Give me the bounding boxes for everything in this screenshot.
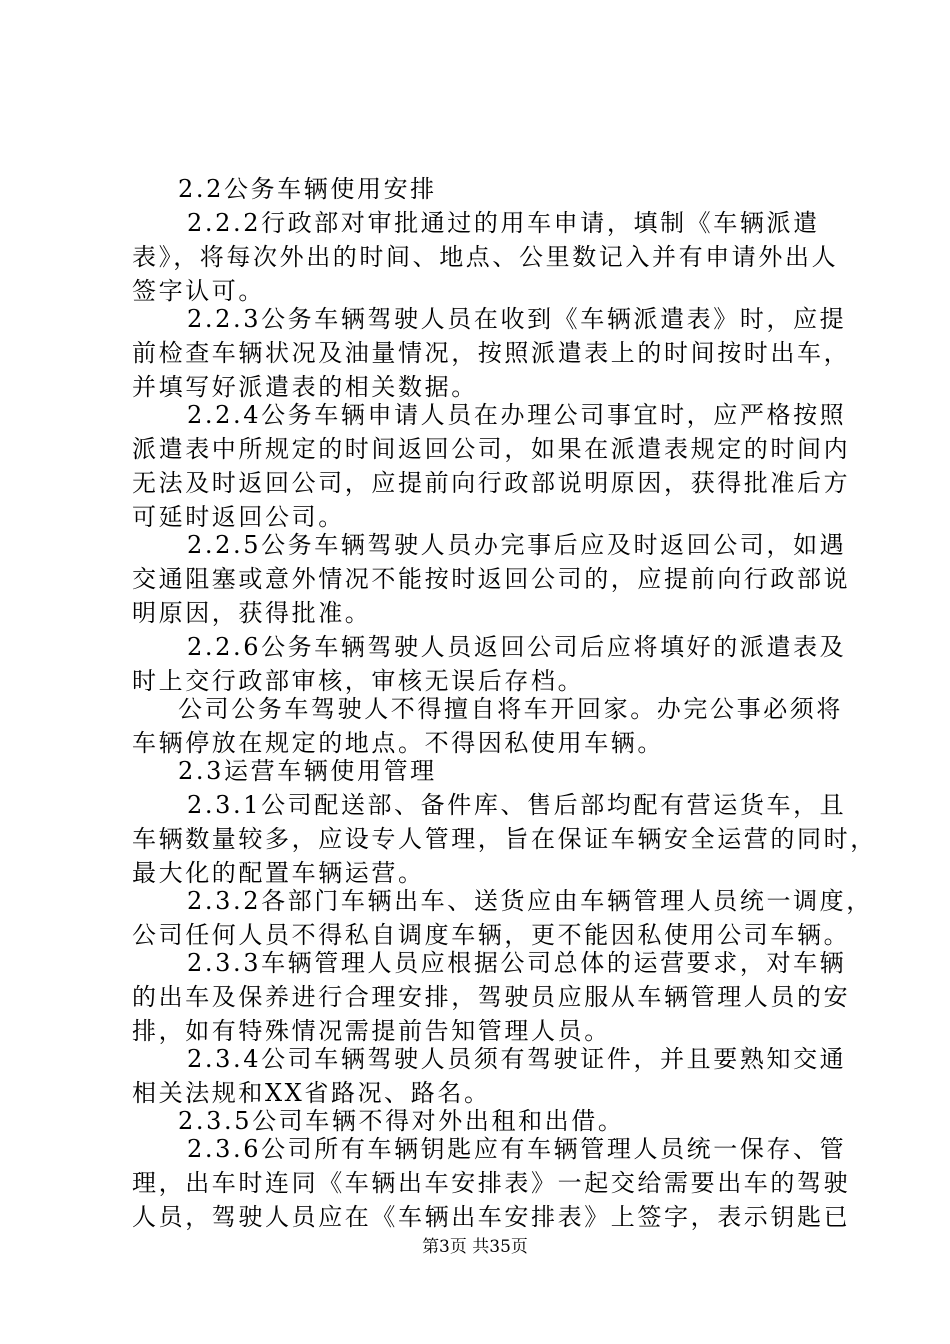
text-line: 明原因，获得批准。	[132, 599, 372, 627]
text-line: 2.3.3车辆管理人员应根据公司总体的运营要求，对车辆	[187, 949, 847, 977]
text-line: 最大化的配置车辆运营。	[132, 859, 425, 887]
text-line: 理，出车时连同《车辆出车安排表》一起交给需要出车的驾驶	[132, 1169, 851, 1197]
text-line: 交通阻塞或意外情况不能按时返回公司的，应提前向行政部说	[132, 565, 851, 593]
text-line: 可延时返回公司。	[132, 503, 345, 531]
text-line: 车辆停放在规定的地点。不得因私使用车辆。	[132, 729, 664, 757]
text-line: 2.2.2行政部对审批通过的用车申请，填制《车辆派遣	[187, 209, 820, 237]
text-line: 签字认可。	[132, 277, 265, 305]
text-line: 前检查车辆状况及油量情况，按照派遣表上的时间按时出车，	[132, 339, 851, 367]
text-line: 2.3运营车辆使用管理	[178, 757, 437, 785]
text-line: 2.3.6公司所有车辆钥匙应有车辆管理人员统一保存、管	[187, 1135, 847, 1163]
text-line: 2.2.5公务车辆驾驶人员办完事后应及时返回公司，如遇	[187, 531, 847, 559]
text-line: 2.3.4公司车辆驾驶人员须有驾驶证件，并且要熟知交通	[187, 1045, 847, 1073]
page-footer: 第3页 共35页	[422, 1237, 528, 1257]
text-line: 派遣表中所规定的时间返回公司，如果在派遣表规定的时间内	[132, 435, 851, 463]
text-line: 公司公务车驾驶人不得擅自将车开回家。办完公事必须将	[178, 695, 843, 723]
text-line: 车辆数量较多，应设专人管理，旨在保证车辆安全运营的同时，	[132, 825, 877, 853]
text-line: 相关法规和XX省路况、路名。	[132, 1079, 491, 1107]
text-line: 2.2.4公务车辆申请人员在办理公司事宜时，应严格按照	[187, 401, 847, 429]
text-line: 2.2.3公务车辆驾驶人员在收到《车辆派遣表》时，应提	[187, 305, 847, 333]
text-line: 2.3.1公司配送部、备件库、售后部均配有营运货车，且	[187, 791, 847, 819]
text-line: 2.2公务车辆使用安排	[178, 175, 437, 203]
text-line: 人员，驾驶人员应在《车辆出车安排表》上签字，表示钥匙已	[132, 1203, 851, 1231]
text-line: 2.3.5公司车辆不得对外出租和出借。	[178, 1107, 625, 1135]
text-line: 2.2.6公务车辆驾驶人员返回公司后应将填好的派遣表及	[187, 633, 847, 661]
text-line: 时上交行政部审核，审核无误后存档。	[132, 667, 585, 695]
text-line: 2.3.2各部门车辆出车、送货应由车辆管理人员统一调度，	[187, 887, 873, 915]
text-line: 公司任何人员不得私自调度车辆，更不能因私使用公司车辆。	[132, 921, 851, 949]
text-line: 表》，将每次外出的时间、地点、公里数记入并有申请外出人	[132, 243, 839, 271]
text-line: 并填写好派遣表的相关数据。	[132, 373, 478, 401]
text-line: 排，如有特殊情况需提前告知管理人员。	[132, 1017, 611, 1045]
text-line: 的出车及保养进行合理安排，驾驶员应服从车辆管理人员的安	[132, 983, 851, 1011]
text-line: 无法及时返回公司，应提前向行政部说明原因，获得批准后方	[132, 469, 851, 497]
